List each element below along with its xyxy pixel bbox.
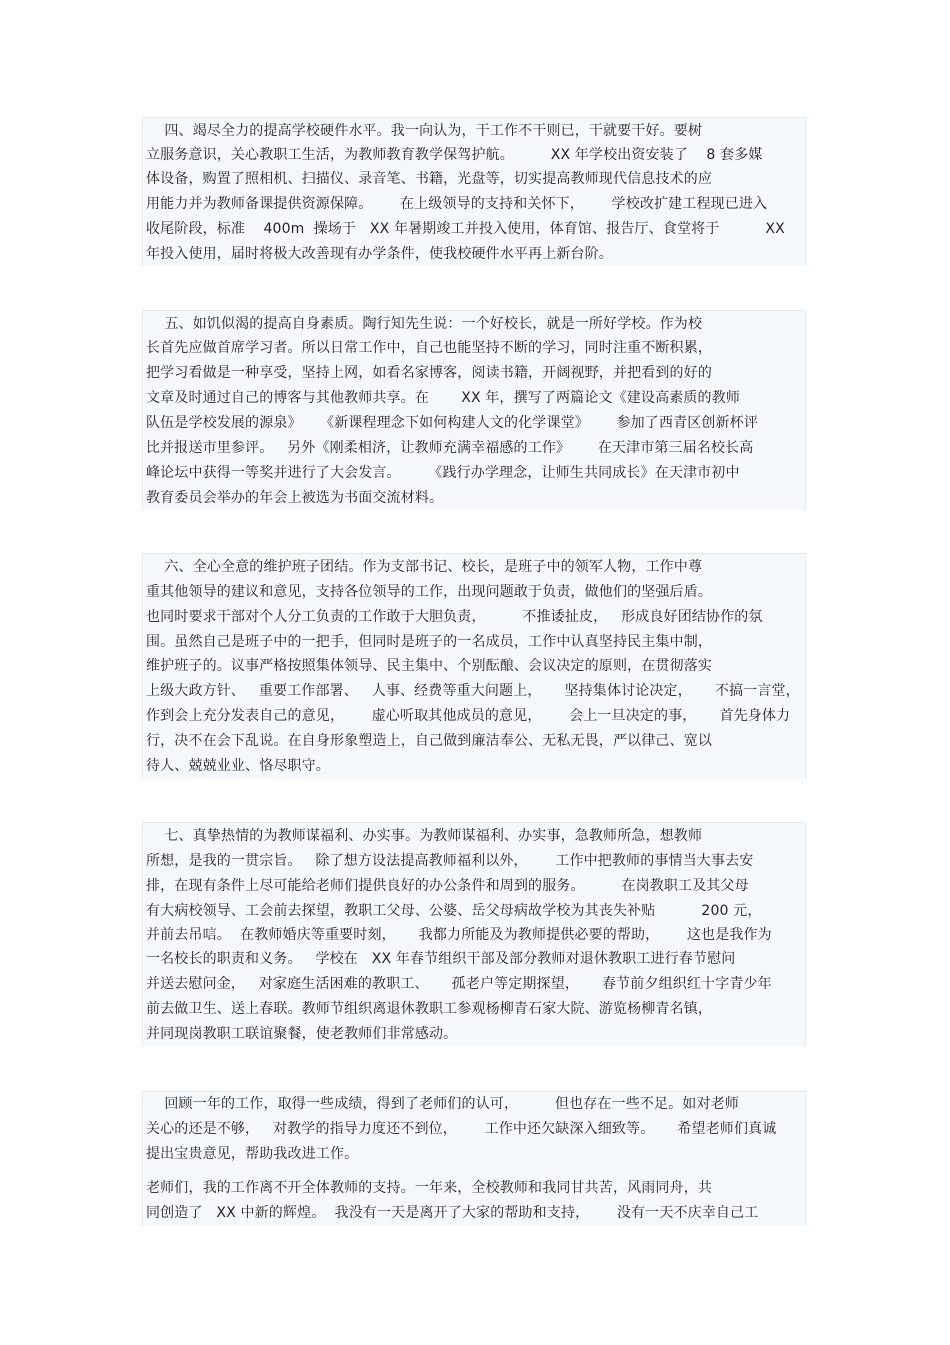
text-line: 并同现岗教职工联谊聚餐，使老教师们非常感动。 (146, 1026, 458, 1042)
text-line: 把学习看做是一种享受，坚持上网，如看名家博客，阅读书籍，开阔视野，并把看到的好的 (146, 365, 712, 381)
text-line: 比并报送市里参评。 另外《刚柔相济，让教师充满幸福感的工作》 在天津市第三届名校长高 (146, 440, 754, 456)
text-line: 围。虽然自己是班子中的一把手，但同时是班子的一名成员，工作中认真坚持民主集中制， (146, 634, 712, 650)
text-line: 重其他领导的建议和意见，支持各位领导的工作，出现问题敢于负责，做他们的坚强后盾。 (146, 584, 712, 600)
text-line: 并送去慰问金， 对家庭生活困难的教职工、 孤老户等定期探望， 春节前夕组织红十字青少年 (146, 976, 772, 992)
text-line: 七、真挚热情的为教师谋福利、办实事。为教师谋福利、办实事，急教师所急，想教师 (146, 828, 703, 844)
text-line: 行，决不在会下乱说。在自身形象塑造上，自己做到廉洁奉公、无私无畏，严以律己、宽以 (146, 733, 712, 749)
section-4-hardware (142, 117, 806, 266)
text-line: 用能力并为教师备课提供资源保障。 在上级领导的支持和关怀下， 学校改扩建工程现已进入 (146, 196, 768, 212)
text-line: 并前去吊唁。 在教师婚庆等重要时刻， 我都力所能及为教师提供必要的帮助， 这也是我作为 (146, 927, 772, 943)
text-line: 关心的还是不够， 对教学的指导力度还不到位， 工作中还欠缺深入细致等。 希望老师们真诚 (146, 1121, 777, 1137)
text-line: 有大病校领导、工会前去探望，教职工父母、公婆、岳父母病故学校为其丧失补贴 200 元， (146, 903, 762, 919)
text-line: 文章及时通过自己的博客与其他教师共享。在 XX 年，撰写了两篇论文《建设高素质的教师 (146, 390, 740, 406)
text-line: 回顾一年的工作，取得一些成绩，得到了老师们的认可， 但也存在一些不足。如对老师 (146, 1096, 739, 1112)
text-line: 提出宝贵意见，帮助我改进工作。 (146, 1146, 359, 1162)
text-line: 体设备，购置了照相机、扫描仪、录音笔、书籍，光盘等，切实提高教师现代信息技术的应 (146, 171, 712, 187)
text-line: 教育委员会举办的年会上被选为书面交流材料。 (146, 490, 444, 506)
text-line: 维护班子的。议事严格按照集体领导、民主集中、个别酝酿、会议决定的原则，在贯彻落实 (146, 658, 712, 674)
section-6-team-unity (142, 553, 806, 779)
text-line: 也同时要求干部对个人分工负责的工作敢于大胆负责， 不推诿扯皮， 形成良好团结协作的氛 (146, 609, 763, 625)
text-line: 立服务意识，关心教职工生活，为教师教育教学保驾护航。 XX 年学校出资安装了 8 套多媒 (146, 147, 763, 163)
text-line: 峰论坛中获得一等奖并进行了大会发言。 《践行办学理念，让师生共同成长》在天津市初中 (146, 465, 740, 481)
text-line: 同创造了 XX 中新的辉煌。 我没有一天是离开了大家的帮助和支持， 没有一天不庆幸自己工 (146, 1205, 759, 1221)
text-line: 所想，是我的一贯宗旨。 除了想方设法提高教师福利以外， 工作中把教师的事情当大事去安 (146, 853, 754, 869)
text-line: 作到会上充分发表自己的意见， 虚心听取其他成员的意见， 会上一旦决定的事， 首先身体力 (146, 708, 791, 724)
text-line: 四、竭尽全力的提高学校硬件水平。我一向认为，干工作不干则已，干就要干好。要树 (146, 123, 703, 139)
text-line: 上级大政方针、 重要工作部署、 人事、经费等重大问题上， 坚持集体讨论决定， 不搞一言堂， (146, 683, 800, 699)
section-8-review (142, 1091, 806, 1226)
section-7-teacher-welfare (142, 822, 806, 1046)
text-line: 年投入使用，届时将极大改善现有办学条件，使我校硬件水平再上新台阶。 (146, 246, 613, 262)
text-line: 长首先应做首席学习者。所以日常工作中，自己也能坚持不断的学习，同时注重不断积累， (146, 340, 712, 356)
text-line: 待人、兢兢业业、恪尽职守。 (146, 758, 330, 774)
text-line: 老师们，我的工作离不开全体教师的支持。一年来，全校教师和我同甘共苦，风雨同舟，共 (146, 1180, 712, 1196)
text-line: 五、如饥似渴的提高自身素质。陶行知先生说：一个好校长，就是一所好学校。作为校 (146, 316, 703, 332)
text-line: 一名校长的职责和义务。 学校在 XX 年春节组织干部及部分教师对退休教职工进行春节慰问 (146, 951, 736, 967)
text-line: 排，在现有条件上尽可能给老师们提供良好的办公条件和周到的服务。 在岗教职工及其父母 (146, 878, 749, 894)
text-line: 前去做卫生、送上春联。教师节组织离退休教职工参观杨柳青石家大院、游览杨柳青名镇， (146, 1001, 712, 1017)
section-5-self-improvement (142, 310, 806, 510)
text-line: 队伍是学校发展的源泉》 《新课程理念下如何构建人文的化学课堂》 参加了西青区创新杯评 (146, 415, 758, 431)
text-line: 收尾阶段，标准 400m 操场于 XX 年暑期竣工并投入使用，体育馆、报告厅、食堂将于 XX (146, 221, 785, 237)
text-line: 六、全心全意的维护班子团结。作为支部书记、校长，是班子中的领军人物，工作中尊 (146, 559, 703, 575)
